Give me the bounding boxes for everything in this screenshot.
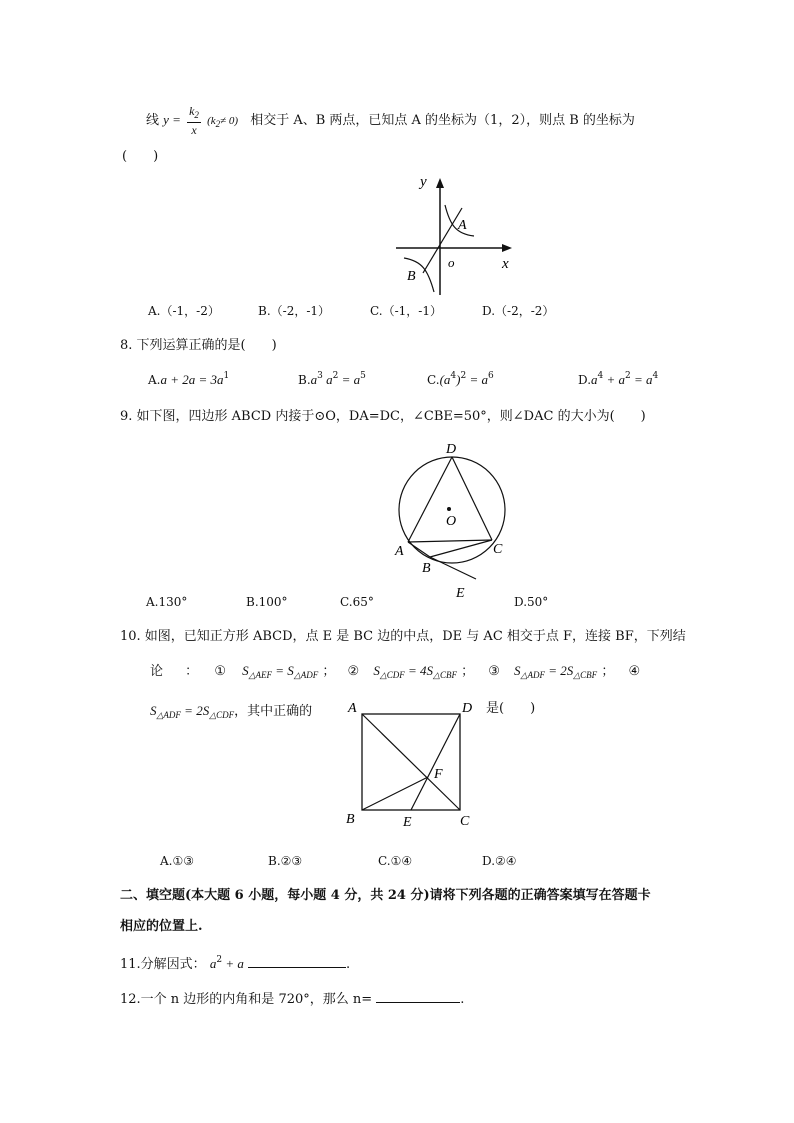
origin-label: o — [448, 255, 455, 270]
line-DA — [408, 457, 452, 542]
q9-circle-figure — [388, 435, 518, 600]
q8-option-c[interactable]: $C.(a^4)^2 = a^6$ — [427, 371, 494, 387]
label-B: B — [422, 561, 431, 576]
label-A: A — [348, 701, 357, 716]
q8-stem: 8. 下列运算正确的是( ) — [120, 338, 277, 353]
q10-option-d[interactable]: D.②④ — [482, 854, 517, 868]
label-A: A — [395, 544, 404, 559]
line-DE — [411, 714, 460, 810]
x-axis-arrow — [502, 244, 512, 252]
label-D: D — [446, 442, 457, 457]
q10-conclusion-4-line: $S_{\triangle ADF} = 2S_{\triangle CDF}$，其中正确的 — [150, 703, 313, 720]
q8-option-a[interactable]: $A.a + 2a = 3a^1$ — [148, 371, 230, 387]
fraction-k2-over-x: $\frac{k_2}{x}$ — [189, 104, 199, 137]
q7-hyperbola-graph — [390, 170, 520, 300]
q10-answer-paren: 是( ) — [486, 701, 536, 716]
q9-option-d[interactable]: D.50° — [514, 595, 549, 609]
q7-option-d[interactable]: D.（-2，-2） — [482, 304, 555, 318]
q9-stem: 9. 如下图，四边形 ABCD 内接于⊙O，DA=DC，∠CBE=50°，则∠DAC 的大小为( ) — [120, 409, 646, 424]
q10-conclusions-line: 论 ： ① $S_{\triangle AEF} = S_{\triangle ADF}$ ； ② $S_{\triangle CDF} = 4S_{\triangle CBF}$ ； ③ $S_{\triangle ADF} = 2S_{\triangle CBF}$ ； ④ — [150, 663, 641, 680]
line-BF — [362, 777, 428, 810]
line-AC — [408, 540, 492, 542]
q10-option-c[interactable]: C.①④ — [378, 854, 413, 868]
section2-heading-line1: 二、填空题(本大题 6 小题，每小题 4 分，共 24 分)请将下列各题的正确答案填写在答题卡 — [120, 888, 651, 903]
label-D: D — [462, 701, 473, 716]
q7-answer-paren: ( ) — [122, 149, 159, 164]
line-AB — [408, 542, 430, 557]
q7-option-b[interactable]: B.（-2，-1） — [258, 304, 331, 318]
line-through-origin — [423, 208, 462, 273]
q11: 11.分解因式： $a^2 + a$ . — [120, 955, 351, 972]
y-label: y — [420, 174, 427, 190]
q9-option-c[interactable]: C.65° — [340, 595, 374, 609]
q12-answer-blank[interactable] — [376, 990, 460, 1003]
label-C: C — [460, 814, 470, 829]
q12: 12.一个 n 边形的内角和是 720°，那么 n= . — [120, 992, 465, 1007]
q8-option-d[interactable]: $D.a^4 + a^2 = a^4$ — [578, 371, 659, 387]
q9-option-a[interactable]: A.130° — [146, 595, 188, 609]
q8-option-b[interactable]: $B.a^3$ $a^2 = a^5$ — [298, 371, 366, 387]
label-E: E — [403, 815, 412, 830]
q10-stem: 10. 如图，已知正方形 ABCD，点 E 是 BC 边的中点，DE 与 AC 相交于点 F，连接 BF，下列结 — [120, 629, 686, 644]
q11-answer-blank[interactable] — [248, 955, 346, 968]
label-F: F — [434, 767, 443, 782]
q9-option-b[interactable]: B.100° — [246, 595, 288, 609]
q7-intro: 线 y = $\frac{k_2}{x}$ $(k_2\ne 0)$ 相交于 A、B 两点，已知点 A 的坐标为（1，2），则点 B 的坐标为 — [146, 104, 635, 137]
label-O: O — [446, 514, 457, 529]
diagonal-AC — [362, 714, 460, 810]
x-label: x — [502, 256, 509, 272]
q7-option-a[interactable]: A.（-1，-2） — [148, 304, 220, 318]
q10-option-a[interactable]: A.①③ — [160, 854, 194, 868]
label-C: C — [493, 542, 503, 557]
point-B-label: B — [407, 269, 416, 284]
y-axis-arrow — [436, 178, 444, 188]
label-E: E — [456, 586, 465, 600]
center-dot — [447, 507, 451, 511]
label-B: B — [346, 812, 355, 827]
section2-heading-line2: 相应的位置上. — [120, 919, 203, 934]
q7-option-c[interactable]: C.（-1，-1） — [370, 304, 442, 318]
line-BC — [430, 540, 492, 557]
point-A-label: A — [458, 218, 467, 233]
q10-square-figure — [342, 698, 482, 834]
q10-option-b[interactable]: B.②③ — [268, 854, 303, 868]
